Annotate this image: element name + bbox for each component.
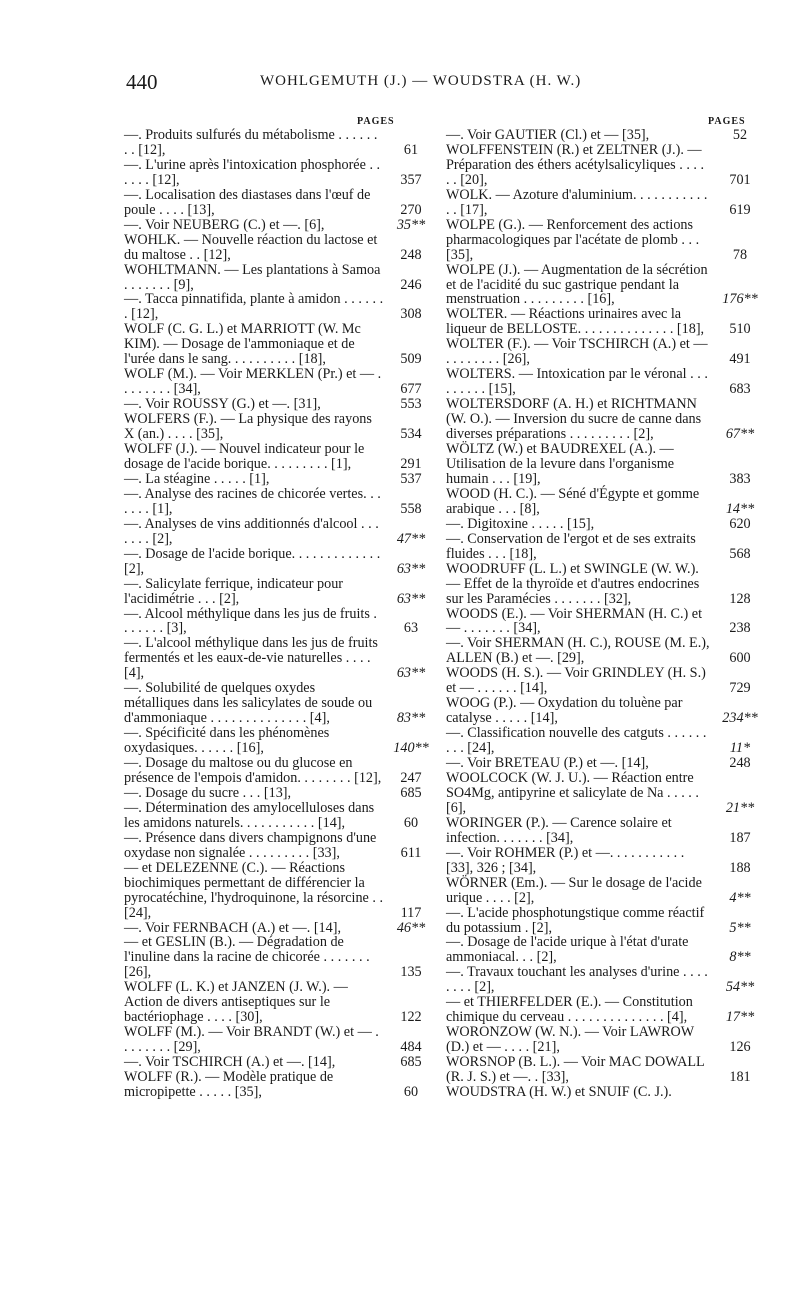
index-entry <box>446 846 754 876</box>
entry-text: —. Voir FERNBACH (A.) et —. [14], <box>124 919 342 936</box>
page-reference: 246 <box>400 276 422 293</box>
entry-text: —. Voir ROUSSY (G.) et —. [31], <box>124 396 321 413</box>
entry-text: —. Dosage de l'acide borique. . . . . . . . . . . . . [2], <box>124 545 381 577</box>
index-entry <box>124 756 442 786</box>
entry-text: WOLFFENSTEIN (R.) et ZELTNER (J.). — Préparation des éthers acétylsalicyliques . . . . . . [20], <box>446 141 705 188</box>
entry-text: WOLFERS (F.). — La physique des rayons X (an.) . . . . [35], <box>124 411 372 443</box>
entry-text: —. L'acide phosphotungstique comme réactif du potassium . [2], <box>446 904 705 936</box>
index-entry <box>124 322 442 367</box>
page-reference: 14** <box>725 500 755 517</box>
page-reference: 568 <box>729 545 751 562</box>
entry-text: WOODS (E.). — Voir SHERMAN (H. C.) et — . . . . . . . [34], <box>446 605 703 637</box>
entry-text: WOHLK. — Nouvelle réaction du lactose et du maltose . . [12], <box>124 231 378 263</box>
page-reference: 52 <box>732 127 748 143</box>
index-entry <box>124 726 442 756</box>
entry-text: WOLFF (J.). — Nouvel indicateur pour le dosage de l'acide borique. . . . . . . . . [1], <box>124 441 365 472</box>
entry-text: WOLPE (J.). — Augmentation de la sécrétion et de l'acidité du suc gastrique pendant la menstruation . . . . . . . . . [16], <box>446 261 708 308</box>
index-entry <box>124 607 442 637</box>
page-reference: 67** <box>725 426 755 443</box>
index-entry <box>124 188 442 218</box>
index-entry <box>446 607 754 637</box>
index-entry <box>124 980 442 1025</box>
page-reference: 701 <box>729 171 751 188</box>
index-entry <box>124 1025 442 1055</box>
index-entry <box>124 831 442 861</box>
page-reference: 484 <box>400 1039 422 1056</box>
entry-text: WOLFF (L. K.) et JANZEN (J. W.). — Action de divers antiseptiques sur le bactériophage . . . . [30], <box>124 979 348 1026</box>
index-entry <box>124 1070 442 1100</box>
page-reference: 117 <box>400 904 422 921</box>
entry-text: —. Analyses de vins additionnés d'alcool . . . . . . . [2], <box>124 515 379 547</box>
index-entry <box>446 517 754 532</box>
entry-text: —. Localisation des diastases dans l'œuf de poule . . . . [13], <box>124 186 371 218</box>
index-entry <box>124 517 442 547</box>
entry-text: — et GESLIN (B.). — Dégradation de l'inuline dans la racine de chicorée . . . . . . . [26], <box>124 934 370 981</box>
page-reference: 187 <box>729 829 751 846</box>
entry-text: —. Voir ROHMER (P.) et —. . . . . . . . . . . [33], 326 ; [34], <box>446 844 685 876</box>
entry-text: WOLTER (F.). — Voir TSCHIRCH (A.) et — . . . . . . . . [26], <box>446 336 708 368</box>
index-entry <box>446 128 754 143</box>
page-reference: 685 <box>400 784 422 801</box>
entry-list <box>124 128 442 1100</box>
page-reference: 83** <box>396 710 426 727</box>
index-entry <box>446 1085 754 1100</box>
page-reference: 17** <box>725 1009 755 1026</box>
entry-text: —. Analyse des racines de chicorée vertes. . . . . . . [1], <box>124 485 381 517</box>
page-reference: 534 <box>400 426 422 443</box>
page-reference: 78 <box>732 246 748 263</box>
index-entry <box>124 128 442 158</box>
entry-text: WOLTERS. — Intoxication par le véronal . . . . . . . . . [15], <box>446 366 708 398</box>
entry-text: —. Voir TSCHIRCH (A.) et —. [14], <box>124 1054 336 1071</box>
page-reference: 188 <box>729 859 751 876</box>
entry-text: WOLTER. — Réactions urinaires avec la liqueur de BELLOSTE. . . . . . . . . . . . . . [18], <box>446 306 705 338</box>
page-reference: 61 <box>403 141 419 158</box>
page-reference: 60 <box>403 814 419 831</box>
page-reference: 677 <box>400 381 422 398</box>
index-entry <box>124 801 442 831</box>
index-entry <box>124 233 442 263</box>
page-reference: 611 <box>400 844 422 861</box>
index-entry <box>124 218 442 233</box>
index-entry <box>124 292 442 322</box>
page-reference: 126 <box>729 1039 751 1056</box>
entry-text: —. Voir SHERMAN (H. C.), ROUSE (M. E.), ALLEN (B.) et —. [29], <box>446 635 710 667</box>
index-entry <box>446 756 754 771</box>
page-reference: 729 <box>729 680 751 697</box>
index-entry <box>446 562 754 607</box>
entry-text: WOLF (C. G. L.) et MARRIOTT (W. Mc KIM). — Dosage de l'ammoniaque et de l'urée dans le sang. . . . . . . . . . [18], <box>124 321 361 368</box>
pages-heading: PAGES <box>708 116 746 127</box>
running-title: WOHLGEMUTH (J.) — WOUDSTRA (H. W.) <box>260 73 582 89</box>
page-reference: 8** <box>729 949 751 966</box>
entry-text: WORONZOW (W. N.). — Voir LAWROW (D.) et — . . . . [21], <box>446 1024 694 1056</box>
index-entry <box>124 547 442 577</box>
entry-text: WORINGER (P.). — Carence solaire et infection. . . . . . . [34], <box>446 814 672 846</box>
index-entry <box>446 965 754 995</box>
index-entry <box>446 487 754 517</box>
index-entry <box>446 143 754 188</box>
entry-text: —. Tacca pinnatifida, plante à amidon . . . . . . . [12], <box>124 291 384 323</box>
page-reference: 4** <box>729 889 751 906</box>
page-reference: 63** <box>396 560 426 577</box>
page-reference: 510 <box>729 321 751 338</box>
index-entry <box>446 337 754 367</box>
page-reference: 685 <box>400 1054 422 1071</box>
index-entry <box>446 935 754 965</box>
index-entry <box>124 577 442 607</box>
entry-text: WOLK. — Azoture d'aluminium. . . . . . . . . . . . . [17], <box>446 186 708 218</box>
index-entry <box>124 681 442 726</box>
page-reference: 553 <box>400 396 422 413</box>
page-reference: 63** <box>396 665 426 682</box>
index-entry <box>446 397 754 442</box>
index-entry <box>446 1025 754 1055</box>
index-entry <box>446 188 754 218</box>
entry-text: WÖLTZ (W.) et BAUDREXEL (A.). — Utilisation de la levure dans l'organisme humain . . . [19], <box>446 441 675 487</box>
index-entry <box>446 442 754 487</box>
entry-text: WOOG (P.). — Oxydation du toluène par catalyse . . . . . [14], <box>446 695 683 727</box>
entry-text: WOODRUFF (L. L.) et SWINGLE (W. W.). — Effet de la thyroïde et d'autres endocrines sur les Paramécies . . . . . . . [32], <box>446 560 700 607</box>
entry-text: —. Salicylate ferrique, indicateur pour l'acidimétrie . . . [2], <box>124 575 344 607</box>
index-entry <box>446 307 754 337</box>
entry-text: —. Spécificité dans les phénomènes oxydasiques. . . . . . [16], <box>124 725 330 757</box>
index-entry <box>124 472 442 487</box>
page-number: 440 <box>126 70 158 94</box>
index-entry <box>124 861 442 921</box>
index-entry <box>446 1055 754 1085</box>
page-reference: 122 <box>400 1009 422 1026</box>
page-reference: 357 <box>400 171 422 188</box>
index-entry <box>446 367 754 397</box>
page-reference: 491 <box>729 351 751 368</box>
page-reference: 683 <box>729 381 751 398</box>
entry-text: —. Dosage de l'acide urique à l'état d'urate ammoniacal. . . [2], <box>446 934 689 966</box>
entry-text: WOLPE (G.). — Renforcement des actions pharmacologiques par l'acétate de plomb . . . [35], <box>446 216 700 263</box>
entry-text: —. Classification nouvelle des catguts . . . . . . . . . [24], <box>446 725 707 757</box>
index-entry <box>124 636 442 681</box>
entry-text: —. Solubilité de quelques oxydes métalliques dans les salicylates de soude ou d'ammoniaque . . . . . . . . . . . . . . [4], <box>124 680 373 727</box>
index-entry <box>124 263 442 293</box>
index-entry <box>446 532 754 562</box>
page-reference: 558 <box>400 500 422 517</box>
index-entry <box>446 218 754 263</box>
entry-text: —. Conservation de l'ergot et de ses extraits fluides . . . [18], <box>446 530 696 562</box>
entry-text: —. Dosage du maltose ou du glucose en présence de l'empois d'amidon. . . . . . . . [12], <box>124 755 382 786</box>
entry-text: WORSNOP (B. L.). — Voir MAC DOWALL (R. J. S.) et —. . [33], <box>446 1054 705 1086</box>
entry-text: —. Détermination des amylocelluloses dans les amidons naturels. . . . . . . . . . . [14], <box>124 799 375 831</box>
entry-text: WOODS (H. S.). — Voir GRINDLEY (H. S.) et — . . . . . . [14], <box>446 665 706 697</box>
page-reference: 383 <box>729 470 751 487</box>
page-reference: 247 <box>400 769 422 786</box>
entry-text: WOLTERSDORF (A. H.) et RICHTMANN (W. O.). — Inversion du sucre de canne dans diverses préparations . . . . . . . . . [2], <box>446 396 702 443</box>
entry-text: WOOLCOCK (W. J. U.). — Réaction entre SO4Mg, antipyrine et salicylate de Na . . . . . [6], <box>446 769 699 816</box>
page-reference: 54** <box>725 979 755 996</box>
page-reference: 135 <box>400 964 422 981</box>
index-entry <box>446 695 758 727</box>
index-entry <box>124 397 442 412</box>
index-entry <box>446 666 754 696</box>
entry-text: —. La stéagine . . . . . [1], <box>124 470 270 487</box>
entry-text: —. Voir BRETEAU (P.) et —. [14], <box>446 755 649 772</box>
entry-text: WOLF (M.). — Voir MERKLEN (Pr.) et — . . . . . . . . [34], <box>124 366 382 398</box>
page-reference: 181 <box>729 1069 751 1086</box>
entry-text: WOLFF (M.). — Voir BRANDT (W.) et — . . . . . . . . [29], <box>124 1024 379 1056</box>
entry-text: WÖRNER (Em.). — Sur le dosage de l'acide urique . . . . [2], <box>446 874 702 906</box>
index-entry <box>446 261 758 308</box>
page-reference: 619 <box>729 201 751 218</box>
index-entry <box>124 935 442 980</box>
entry-text: —. L'alcool méthylique dans les jus de fruits fermentés et les eaux-de-vie naturelles . . . . [4], <box>124 635 378 682</box>
page-reference: 60 <box>403 1084 419 1100</box>
index-entry <box>446 816 754 846</box>
entry-text: WOOD (H. C.). — Séné d'Égypte et gomme arabique . . . [8], <box>446 485 700 517</box>
entry-text: —. Alcool méthylique dans les jus de fruits . . . . . . . [3], <box>124 605 377 637</box>
entry-text: —. Produits sulfurés du métabolisme . . . . . . . . [12], <box>124 127 378 158</box>
page-reference: 238 <box>729 620 751 637</box>
index-entry <box>124 442 442 472</box>
page-reference: 270 <box>400 201 422 218</box>
page-reference: 620 <box>729 515 751 532</box>
index-entry <box>124 1055 442 1070</box>
page-reference: 63 <box>403 620 419 637</box>
page-reference: 509 <box>400 351 422 368</box>
index-entry <box>446 906 754 936</box>
index-entry <box>124 487 442 517</box>
index-entry <box>446 726 754 756</box>
entry-text: — et THIERFELDER (E.). — Constitution chimique du cerveau . . . . . . . . . . . . . . [4], <box>446 994 693 1026</box>
page-reference: 21** <box>725 799 755 816</box>
entry-text: —. Voir NEUBERG (C.) et —. [6], <box>124 216 325 233</box>
index-entry <box>124 412 442 442</box>
page-reference: 47** <box>396 530 426 547</box>
page-reference: 128 <box>729 590 751 607</box>
page-reference: 248 <box>400 246 422 263</box>
entry-list <box>446 127 758 1100</box>
index-entry <box>124 786 442 801</box>
entry-text: — et DELEZENNE (C.). — Réactions biochimiques permettant de différencier la pyrocatéchine, l'hydroquinone, la résorcine . . [24], <box>124 859 384 921</box>
page-reference: 600 <box>729 650 751 667</box>
index-entry <box>446 995 754 1025</box>
entry-text: —. Digitoxine . . . . . [15], <box>446 515 595 532</box>
page-reference: 291 <box>400 455 422 472</box>
index-entry <box>124 367 442 397</box>
entry-text: WOHLTMANN. — Les plantations à Samoa . . . . . . . [9], <box>124 261 381 293</box>
page-reference: 308 <box>400 306 422 323</box>
entry-text: WOLFF (R.). — Modèle pratique de micropipette . . . . . [35], <box>124 1069 334 1100</box>
running-header <box>0 68 800 98</box>
index-entry <box>446 771 754 816</box>
page-reference: 46** <box>396 919 426 936</box>
page-reference: 11* <box>729 740 751 757</box>
page-reference: 248 <box>729 755 751 772</box>
page-reference: 140** <box>393 740 429 757</box>
page-reference: 63** <box>396 590 426 607</box>
page-reference: 5** <box>729 919 751 936</box>
index-entry <box>446 876 754 906</box>
page-reference: 537 <box>400 470 422 487</box>
entry-text: WOUDSTRA (H. W.) et SNUIF (C. J.). <box>446 1084 672 1100</box>
page-reference: 35** <box>396 216 426 233</box>
entry-text: —. L'urine après l'intoxication phosphorée . . . . . . [12], <box>124 156 381 188</box>
index-entry <box>446 636 754 666</box>
entry-text: —. Dosage du sucre . . . [13], <box>124 784 292 801</box>
entry-text: —. Travaux touchant les analyses d'urine . . . . . . . . [2], <box>446 964 708 996</box>
page-reference: 176** <box>722 291 758 308</box>
page-reference: 234** <box>722 710 758 727</box>
pages-heading: PAGES <box>357 116 395 127</box>
index-entry <box>124 921 442 936</box>
entry-text: —. Présence dans divers champignons d'une oxydase non signalée . . . . . . . . . [33], <box>124 829 377 861</box>
entry-text: —. Voir GAUTIER (Cl.) et — [35], <box>446 127 650 143</box>
index-entry <box>124 158 442 188</box>
